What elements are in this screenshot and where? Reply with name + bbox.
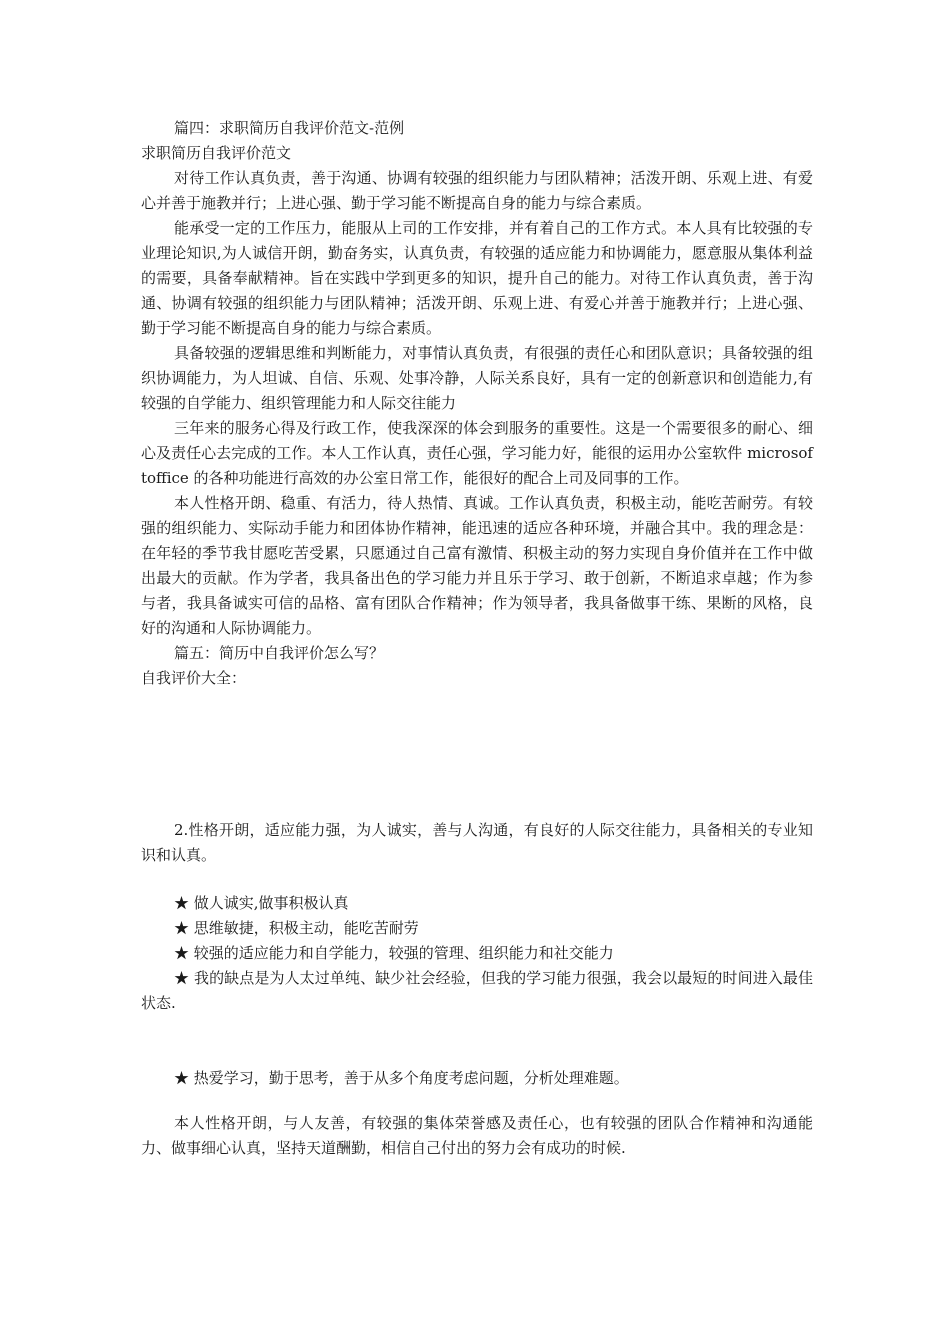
star-item-4: ★ 我的缺点是为人太过单纯、缺少社会经验，但我的学习能力很强，我会以最短的时间进入最佳状态.: [141, 969, 813, 1012]
star-item-1: ★ 做人诚实,做事积极认真: [174, 894, 349, 912]
section4-paragraph-4: 三年来的服务心得及行政工作，使我深深的体会到服务的重要性。这是一个需要很多的耐心、细心及责任心去完成的工作。本人工作认真，责任心强，学习能力好，能很的运用办公室软件 microsoftoffice 的各种功能进行高效的办公室日常工作，能很好的配合上司及同事的工作。: [141, 419, 813, 487]
document-body: [141, 116, 813, 1161]
section5-subheading: 自我评价大全：: [141, 669, 247, 687]
star-item-3: ★ 较强的适应能力和自学能力，较强的管理、组织能力和社交能力: [174, 944, 614, 962]
section4-paragraph-5: 本人性格开朗、稳重、有活力，待人热情、真诚。工作认真负责，积极主动，能吃苦耐劳。有较强的组织能力、实际动手能力和团体协作精神，能迅速的适应各种环境，并融合其中。我的理念是：在年轻的季节我甘愿吃苦受累，只愿通过自己富有激情、积极主动的努力实现自身价值并在工作中做出最大的贡献。作为学者，我具备出色的学习能力并且乐于学习、敢于创新，不断追求卓越；作为参与者，我具备诚实可信的品格、富有团队合作精神；作为领导者，我具备做事干练、果断的风格，良好的沟通和人际协调能力。: [141, 494, 813, 637]
section4-paragraph-2: 能承受一定的工作压力，能服从上司的工作安排，并有着自己的工作方式。本人具有比较强的专业理论知识,为人诚信开朗，勤奋务实，认真负责，有较强的适应能力和协调能力，愿意服从集体利益的需要，具备奉献精神。旨在实践中学到更多的知识，提升自己的能力。对待工作认真负责，善于沟通、协调有较强的组织能力与团队精神；活泼开朗、乐观上进、有爱心并善于施教并行；上进心强、勤于学习能不断提高自身的能力与综合素质。: [141, 219, 813, 337]
closing-paragraph: 本人性格开朗，与人友善，有较强的集体荣誉感及责任心，也有较强的团队合作精神和沟通能力、做事细心认真，坚持天道酬勤，相信自己付出的努力会有成功的时候.: [141, 1114, 813, 1157]
star-item-last: ★ 热爱学习，勤于思考，善于从多个角度考虑问题，分析处理难题。: [174, 1069, 629, 1087]
section5-item-2: 2.性格开朗，适应能力强，为人诚实，善与人沟通，有良好的人际交往能力，具备相关的专业知识和认真。: [141, 821, 813, 864]
section4-heading: 篇四：求职简历自我评价范文-范例: [174, 119, 405, 137]
section4-paragraph-1: 对待工作认真负责，善于沟通、协调有较强的组织能力与团队精神；活泼开朗、乐观上进、有爱心并善于施教并行；上进心强、勤于学习能不断提高自身的能力与综合素质。: [141, 169, 813, 212]
star-item-2: ★ 思维敏捷，积极主动，能吃苦耐劳: [174, 919, 419, 937]
section4-subheading: 求职简历自我评价范文: [141, 144, 292, 162]
section5-heading: 篇五：简历中自我评价怎么写？: [174, 644, 385, 662]
section4-paragraph-3: 具备较强的逻辑思维和判断能力，对事情认真负责，有很强的责任心和团队意识；具备较强的组织协调能力，为人坦诚、自信、乐观、处事冷静，人际关系良好，具有一定的创新意识和创造能力,有较强的自学能力、组织管理能力和人际交往能力: [141, 344, 813, 412]
